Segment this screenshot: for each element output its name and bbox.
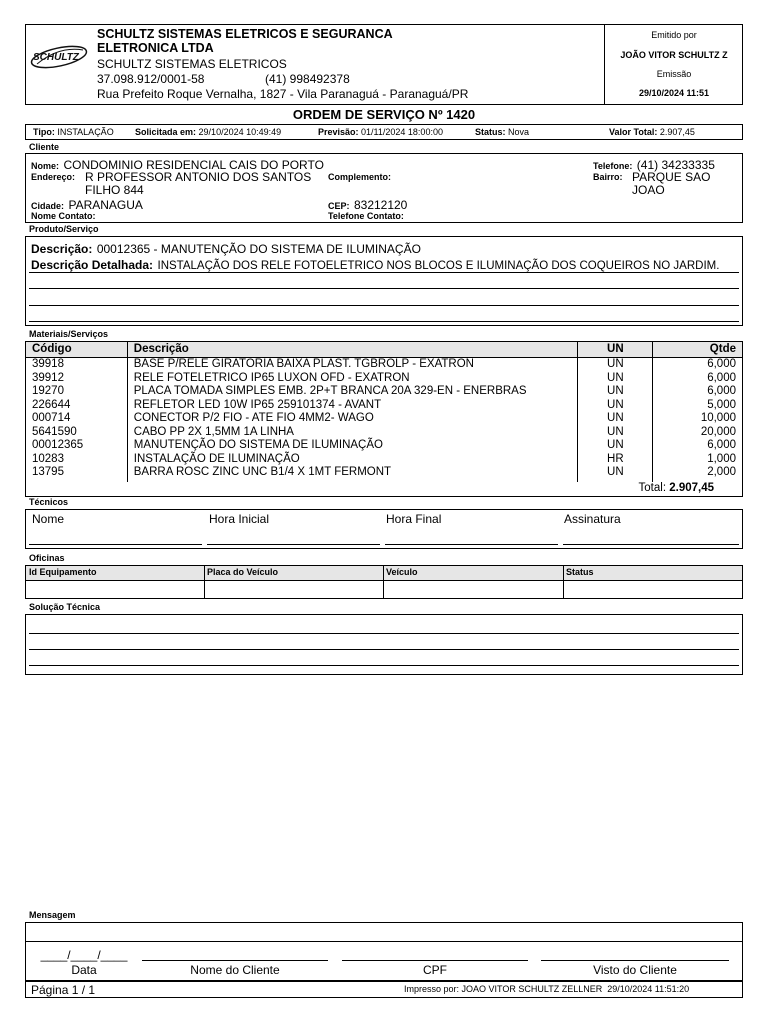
- tech-start-label: Hora Inicial: [209, 512, 270, 526]
- cell-code: 39912: [26, 372, 128, 386]
- cell-qty: 6,000: [653, 385, 743, 399]
- client-district-2: JOAO: [632, 183, 665, 197]
- client-city-field: Cidade: PARANAGUA: [31, 198, 143, 212]
- client-name-field: Nome: CONDOMINIO RESIDENCIAL CAIS DO PORTO: [31, 158, 324, 172]
- previsao: Previsão: 01/11/2024 18:00:00: [318, 127, 443, 137]
- cell-desc: BASE P/RELE GIRATORIA BAIXA PLAST. TGBROLP - EXATRON: [127, 358, 578, 372]
- contact-phone-label: Telefone Contato:: [328, 211, 404, 221]
- client-name-label: Nome do Cliente: [190, 963, 280, 977]
- status: Status: Nova: [475, 127, 530, 137]
- write-line: [29, 272, 739, 273]
- cell-code: 10283: [26, 453, 128, 467]
- cell-code: 226644: [26, 399, 128, 413]
- product-description: Descrição: 00012365 - MANUTENÇÃO DO SISTEMA DE ILUMINAÇÃO: [31, 242, 421, 256]
- cell-code: 39918: [26, 358, 128, 372]
- cell-code: 000714: [26, 412, 128, 426]
- client-address-2: FILHO 844: [85, 183, 144, 197]
- technicians-section-title: Técnicos: [29, 497, 69, 507]
- materials-section-title: Materiais/Serviços: [29, 329, 109, 339]
- workshop-divider: [383, 566, 384, 598]
- materials-header-row: [26, 342, 743, 358]
- cell-code: 5641590: [26, 426, 128, 440]
- cell-code: 00012365: [26, 439, 128, 453]
- materials-table: [25, 341, 743, 482]
- cell-qty: 5,000: [653, 399, 743, 413]
- client-phone-field: Telefone: (41) 34233335: [593, 158, 715, 172]
- table-row: [26, 426, 743, 440]
- date-label: Data: [71, 963, 97, 977]
- materials-total: Total: 2.907,45: [638, 482, 714, 494]
- solicitada: Solicitada em: 29/10/2024 10:49:49: [135, 127, 282, 137]
- write-line: [29, 305, 739, 306]
- cell-qty: 20,000: [653, 426, 743, 440]
- workshop-col-plate: Placa do Veículo: [207, 567, 279, 577]
- table-row: [26, 385, 743, 399]
- cell-desc: INSTALAÇÃO DE ILUMINAÇÃO: [127, 453, 578, 467]
- cell-desc: CONECTOR P/2 FIO - ATE FIO 4MM2- WAGO: [127, 412, 578, 426]
- technicians-box: [25, 509, 743, 549]
- cell-un: UN: [578, 399, 653, 413]
- company-logo: [29, 42, 89, 72]
- cell-desc: BARRA ROSC ZINC UNC B1/4 X 1MT FERMONT: [127, 466, 578, 482]
- date-blank: ____/____/____: [40, 948, 128, 962]
- cell-un: UN: [578, 466, 653, 482]
- cell-qty: 10,000: [653, 412, 743, 426]
- cell-un: UN: [578, 385, 653, 399]
- workshop-divider: [204, 566, 205, 598]
- write-line: [29, 665, 739, 666]
- cell-un: UN: [578, 372, 653, 386]
- client-complement-label: Complemento:: [328, 172, 391, 182]
- page-number: Página 1 / 1: [31, 983, 96, 997]
- table-row: [26, 358, 743, 372]
- client-name-line: [142, 960, 328, 961]
- client-cep-field: CEP: 83212120: [328, 198, 408, 212]
- col-un: UN: [578, 342, 653, 358]
- col-qty: Qtde: [653, 342, 743, 358]
- client-district-1: PARQUE SAO: [632, 170, 711, 184]
- cell-un: UN: [578, 358, 653, 372]
- client-district-label: Bairro:: [593, 172, 623, 182]
- tech-end-label: Hora Final: [386, 512, 442, 526]
- page-title: ORDEM DE SERVIÇO Nº 1420: [292, 107, 476, 122]
- cell-qty: 6,000: [653, 439, 743, 453]
- company-address: Rua Prefeito Roque Vernalha, 1827 - Vila Paranaguá - Paranaguá/PR: [97, 87, 469, 101]
- tech-name-line: [29, 544, 202, 545]
- table-row: [26, 439, 743, 453]
- write-line: [29, 649, 739, 650]
- product-detailed-description: Descrição Detalhada: INSTALAÇÃO DOS RELE FOTOELETRICO NOS BLOCOS E ILUMINAÇÃO DOS COQUEIROS NO JARDIM.: [31, 258, 720, 272]
- cell-qty: 6,000: [653, 358, 743, 372]
- company-cnpj: 37.098.912/0001-58: [97, 72, 205, 86]
- tech-name-label: Nome: [32, 512, 65, 526]
- client-visa-line: [541, 960, 729, 961]
- summary-row: Tipo: INSTALAÇÃO: [33, 127, 114, 137]
- product-section-title: Produto/Serviço: [29, 224, 99, 234]
- client-address-label: Endereço:: [31, 172, 76, 182]
- table-row: [26, 372, 743, 386]
- cell-desc: CABO PP 2X 1,5MM 1A LINHA: [127, 426, 578, 440]
- col-desc: Descrição: [127, 342, 578, 358]
- client-visa-label: Visto do Cliente: [593, 963, 677, 977]
- cpf-line: [342, 960, 528, 961]
- write-line: [29, 633, 739, 634]
- cell-desc: RELE FOTELETRICO IP65 LUXON OFD - EXATRON: [127, 372, 578, 386]
- cell-desc: PLACA TOMADA SIMPLES EMB. 2P+T BRANCA 20A 329-EN - ENERBRAS: [127, 385, 578, 399]
- company-phone: (41) 998492378: [265, 72, 350, 86]
- client-section-title: Cliente: [29, 142, 60, 152]
- workshop-divider: [563, 566, 564, 598]
- write-line: [29, 288, 739, 289]
- tech-signature-label: Assinatura: [564, 512, 621, 526]
- valor-total: Valor Total: 2.907,45: [609, 127, 695, 137]
- cell-qty: 2,000: [653, 466, 743, 482]
- cell-un: HR: [578, 453, 653, 467]
- cell-qty: 6,000: [653, 372, 743, 386]
- cell-qty: 1,000: [653, 453, 743, 467]
- col-code: Código: [26, 342, 128, 358]
- write-line: [29, 321, 739, 322]
- company-trade-name: SCHULTZ SISTEMAS ELETRICOS: [97, 57, 287, 71]
- emission-label: Emissão: [656, 69, 692, 79]
- workshops-section-title: Oficinas: [29, 553, 65, 563]
- solution-section-title: Solução Técnica: [29, 602, 101, 612]
- cell-un: UN: [578, 412, 653, 426]
- svg-text:SCHULTZ: SCHULTZ: [33, 52, 79, 63]
- printed-by: Impresso por: JOAO VITOR SCHULTZ ZELLNER 29/10/2024 11:51:20: [404, 984, 690, 994]
- message-section-title: Mensagem: [29, 910, 76, 920]
- cpf-label: CPF: [423, 963, 447, 977]
- tech-end-line: [385, 544, 558, 545]
- status-badge: Nova: [508, 127, 530, 137]
- contact-name-label: Nome Contato:: [31, 211, 96, 221]
- materials-table-wrap: [25, 341, 743, 482]
- tech-start-line: [207, 544, 380, 545]
- emission-date: 29/10/2024 11:51: [638, 88, 710, 98]
- workshop-col-vehicle: Veículo: [386, 567, 418, 577]
- workshop-col-status: Status: [566, 567, 594, 577]
- tipo-value: INSTALAÇÃO: [57, 127, 114, 137]
- cell-un: UN: [578, 426, 653, 440]
- workshops-header-bg: [26, 566, 742, 581]
- table-row: [26, 412, 743, 426]
- cell-desc: REFLETOR LED 10W IP65 259101374 - AVANT: [127, 399, 578, 413]
- issued-by: JOÃO VITOR SCHULTZ Z: [620, 50, 728, 60]
- cell-code: 19270: [26, 385, 128, 399]
- table-row: [26, 399, 743, 413]
- tech-signature-line: [563, 544, 739, 545]
- cell-un: UN: [578, 439, 653, 453]
- client-name: CONDOMINIO RESIDENCIAL CAIS DO PORTO: [63, 158, 324, 172]
- message-box: [25, 922, 743, 942]
- table-row: [26, 466, 743, 482]
- client-address-1: R PROFESSOR ANTONIO DOS SANTOS: [85, 170, 312, 184]
- cell-desc: MANUTENÇÃO DO SISTEMA DE ILUMINAÇÃO: [127, 439, 578, 453]
- cell-code: 13795: [26, 466, 128, 482]
- table-row: [26, 453, 743, 467]
- workshop-col-id: Id Equipamento: [29, 567, 97, 577]
- issued-by-label: Emitido por: [651, 30, 697, 40]
- company-name: SCHULTZ SISTEMAS ELETRICOS E SEGURANCA ELETRONICA LTDA: [97, 27, 393, 55]
